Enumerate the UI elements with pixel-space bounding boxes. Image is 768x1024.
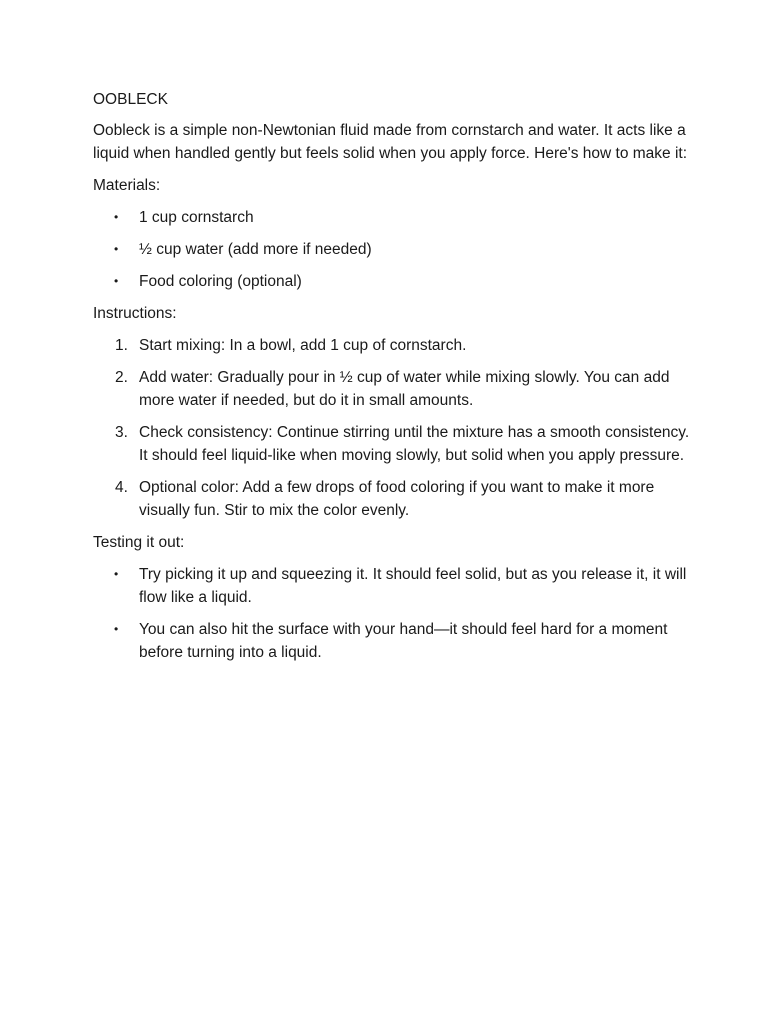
step-number: 3.: [115, 424, 128, 441]
list-item: [93, 366, 693, 412]
list-item: [93, 618, 693, 664]
list-item: [93, 563, 693, 609]
step-number: 2.: [115, 369, 128, 386]
list-item-text: Optional color: Add a few drops of food coloring if you want to make it more visually fun. Stir to mix the color evenly.: [139, 479, 655, 519]
list-item-text: You can also hit the surface with your hand—it should feel hard for a moment before turning into a liquid.: [139, 621, 668, 661]
document-title: OOBLECK: [93, 91, 168, 108]
bullet-icon: •: [114, 242, 119, 256]
bullet-icon: •: [114, 274, 119, 288]
list-item: [93, 238, 693, 261]
step-number: 4.: [115, 479, 128, 496]
document-page: [93, 88, 693, 673]
list-item: [93, 421, 693, 467]
list-item-text: Start mixing: In a bowl, add 1 cup of cornstarch.: [139, 337, 467, 354]
list-item-text: Add water: Gradually pour in ½ cup of water while mixing slowly. You can add more water if needed, but do it in small amounts.: [139, 369, 670, 409]
materials-heading: Materials:: [93, 177, 161, 194]
list-item-text: Check consistency: Continue stirring until the mixture has a smooth consistency. It should feel liquid-like when moving slowly, but solid when you apply pressure.: [139, 424, 690, 464]
step-number: 1.: [115, 337, 128, 354]
list-item: [93, 270, 693, 293]
intro-paragraph: Oobleck is a simple non-Newtonian fluid made from cornstarch and water. It acts like a liquid when handled gently but feels solid when you apply force. Here's how to make it:: [93, 122, 688, 162]
list-item-text: Try picking it up and squeezing it. It should feel solid, but as you release it, it will flow like a liquid.: [139, 566, 687, 606]
bullet-icon: •: [114, 622, 119, 636]
list-item: [93, 206, 693, 229]
testing-heading: Testing it out:: [93, 534, 185, 551]
list-item: [93, 334, 693, 357]
bullet-icon: •: [114, 567, 119, 581]
list-item: [93, 476, 693, 522]
testing-list: [93, 563, 693, 664]
materials-list: [93, 206, 693, 293]
instructions-list: [93, 334, 693, 522]
list-item-text: 1 cup cornstarch: [139, 209, 254, 226]
list-item-text: ½ cup water (add more if needed): [139, 241, 372, 258]
instructions-heading: Instructions:: [93, 305, 177, 322]
bullet-icon: •: [114, 210, 119, 224]
list-item-text: Food coloring (optional): [139, 273, 302, 290]
